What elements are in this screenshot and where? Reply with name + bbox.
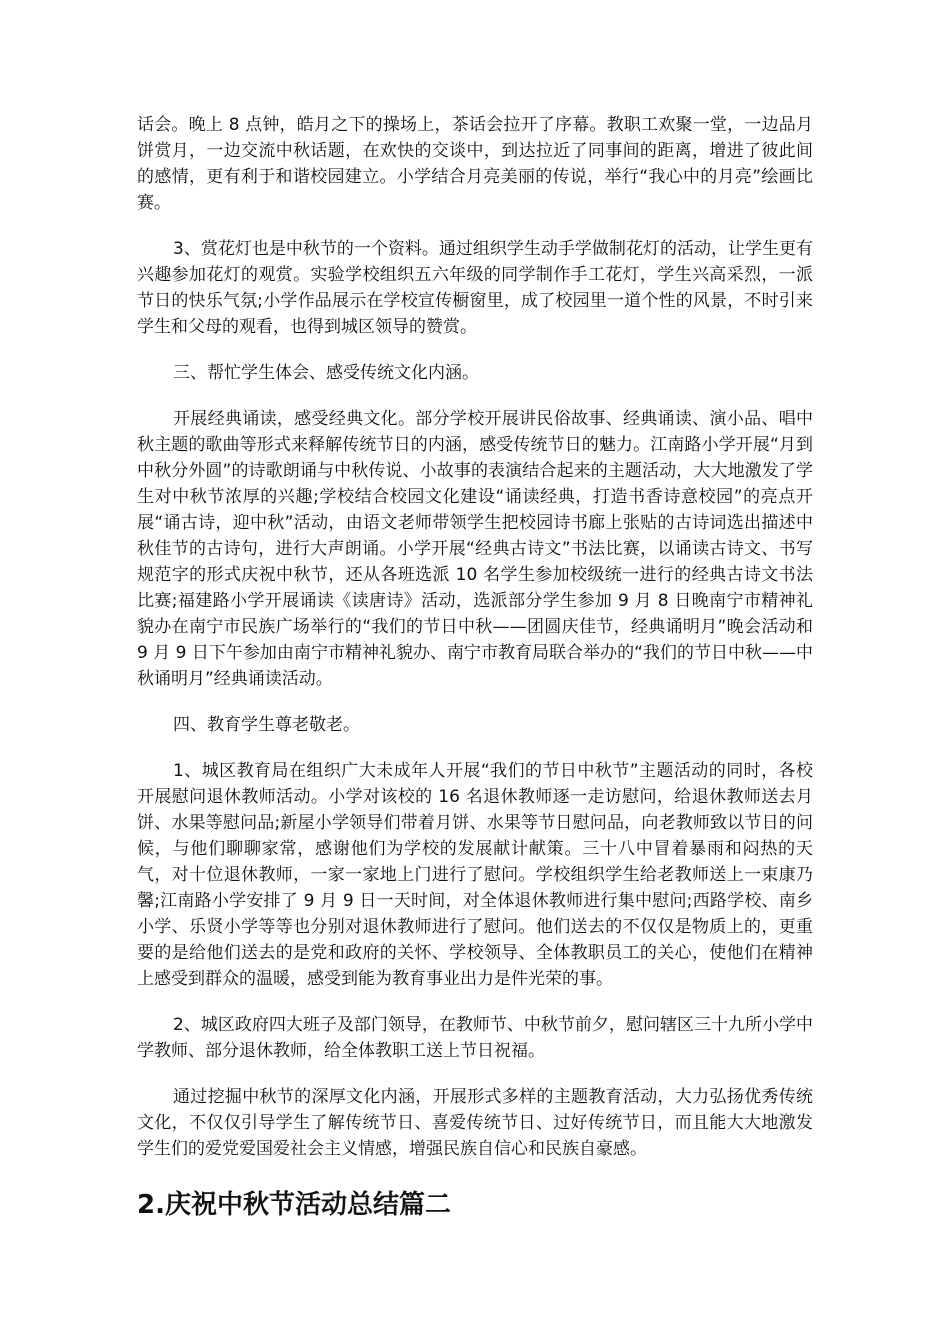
paragraph-classic-reading: 开展经典诵读，感受经典文化。部分学校开展讲民俗故事、经典诵读、演小品、唱中秋主题的歌曲等形式来释解传统节日的内涵，感受传统节日的魅力。江南路小学开展“月到中秋分外圆”的诗歌朗诵与中秋传说、小故事的表演结合起来的主题活动，大大地激发了学生对中秋节浓厚的兴趣;学校结合校园文化建设“诵读经典，打造书香诗意校园”的亮点开展“诵古诗，迎中秋”活动，由语文老师带领学生把校园诗书廊上张贴的古诗词选出描述中秋佳节的古诗句，进行大声朗诵。小学开展“经典古诗文”书法比赛，以诵读古诗文、书写规范字的形式庆祝中秋节，还从各班选派 10 名学生参加校级统一进行的经典古诗文书法比赛;福建路小学开展诵读《读唐诗》活动，选派部分学生参加 9 月 8 日晚南宁市精神礼貌办在南宁市民族广场举行的“我们的节日中秋——团圆庆佳节，经典诵明月”晚会活动和 9 月 9 日下午参加由南宁市精神礼貌办、南宁市教育局联合举办的“我们的节日中秋——中秋诵明月”经典诵读活动。: [137, 409, 813, 689]
section-subtitle-three: 三、帮忙学生体会、感受传统文化内涵。: [173, 363, 479, 383]
section-heading: 2.庆祝中秋节活动总结篇二: [137, 1190, 451, 1220]
document-page: [137, 112, 813, 1222]
paragraph-government-visit: 2、城区政府四大班子及部门领导，在教师节、中秋节前夕，慰问辖区三十九所小学中学教师、部分退休教师，给全体教职工送上节日祝福。: [137, 1015, 813, 1061]
section-subtitle-four: 四、教育学生尊老敬老。: [173, 715, 360, 735]
paragraph-retired-teachers: 1、城区教育局在组织广大未成年人开展“我们的节日中秋节”主题活动的同时，各校开展慰问退休教师活动。小学对该校的 16 名退休教师逐一走访慰问，给退休教师送去月饼、水果等慰问品;新屋小学领导们带着月饼、水果等节日慰问品，向老教师致以节日的问候，与他们聊聊家常，感谢他们为学校的发展献计献策。三十八中冒着暴雨和闷热的天气，对十位退休教师，一家一家地上门进行了慰问。学校组织学生给老教师送上一束康乃馨;江南路小学安排了 9 月 9 日一天时间，对全体退休教师进行集中慰问;西路学校、南乡小学、乐贤小学等等也分别对退休教师进行了慰问。他们送去的不仅仅是物质上的，更重要的是给他们送去的是党和政府的关怀、学校领导、全体教职员工的关心，使他们在精神上感受到群众的温暖，感受到能为教育事业出力是件光荣的事。: [137, 761, 813, 989]
paragraph-conclusion: 通过挖掘中秋节的深厚文化内涵，开展形式多样的主题教育活动，大力弘扬优秀传统文化，不仅仅引导学生了解传统节日、喜爱传统节日、过好传统节日，而且能大大地激发学生们的爱党爱国爱社会主义情感，增强民族自信心和民族自豪感。: [137, 1087, 813, 1159]
paragraph-lanterns: 3、赏花灯也是中秋节的一个资料。通过组织学生动手学做制花灯的活动，让学生更有兴趣参加花灯的观赏。实验学校组织五六年级的同学制作手工花灯，学生兴高采烈，一派节日的快乐气氛;小学作品展示在学校宣传橱窗里，成了校园里一道个性的风景，不时引来学生和父母的观看，也得到城区领导的赞赏。: [137, 239, 813, 337]
paragraph-tea-party: 话会。晚上 8 点钟，皓月之下的操场上，茶话会拉开了序幕。教职工欢聚一堂，一边品月饼赏月，一边交流中秋话题，在欢快的交谈中，到达拉近了同事间的距离，增进了彼此间的感情，更有利于和谐校园建立。小学结合月亮美丽的传说，举行“我心中的月亮”绘画比赛。: [137, 115, 813, 213]
